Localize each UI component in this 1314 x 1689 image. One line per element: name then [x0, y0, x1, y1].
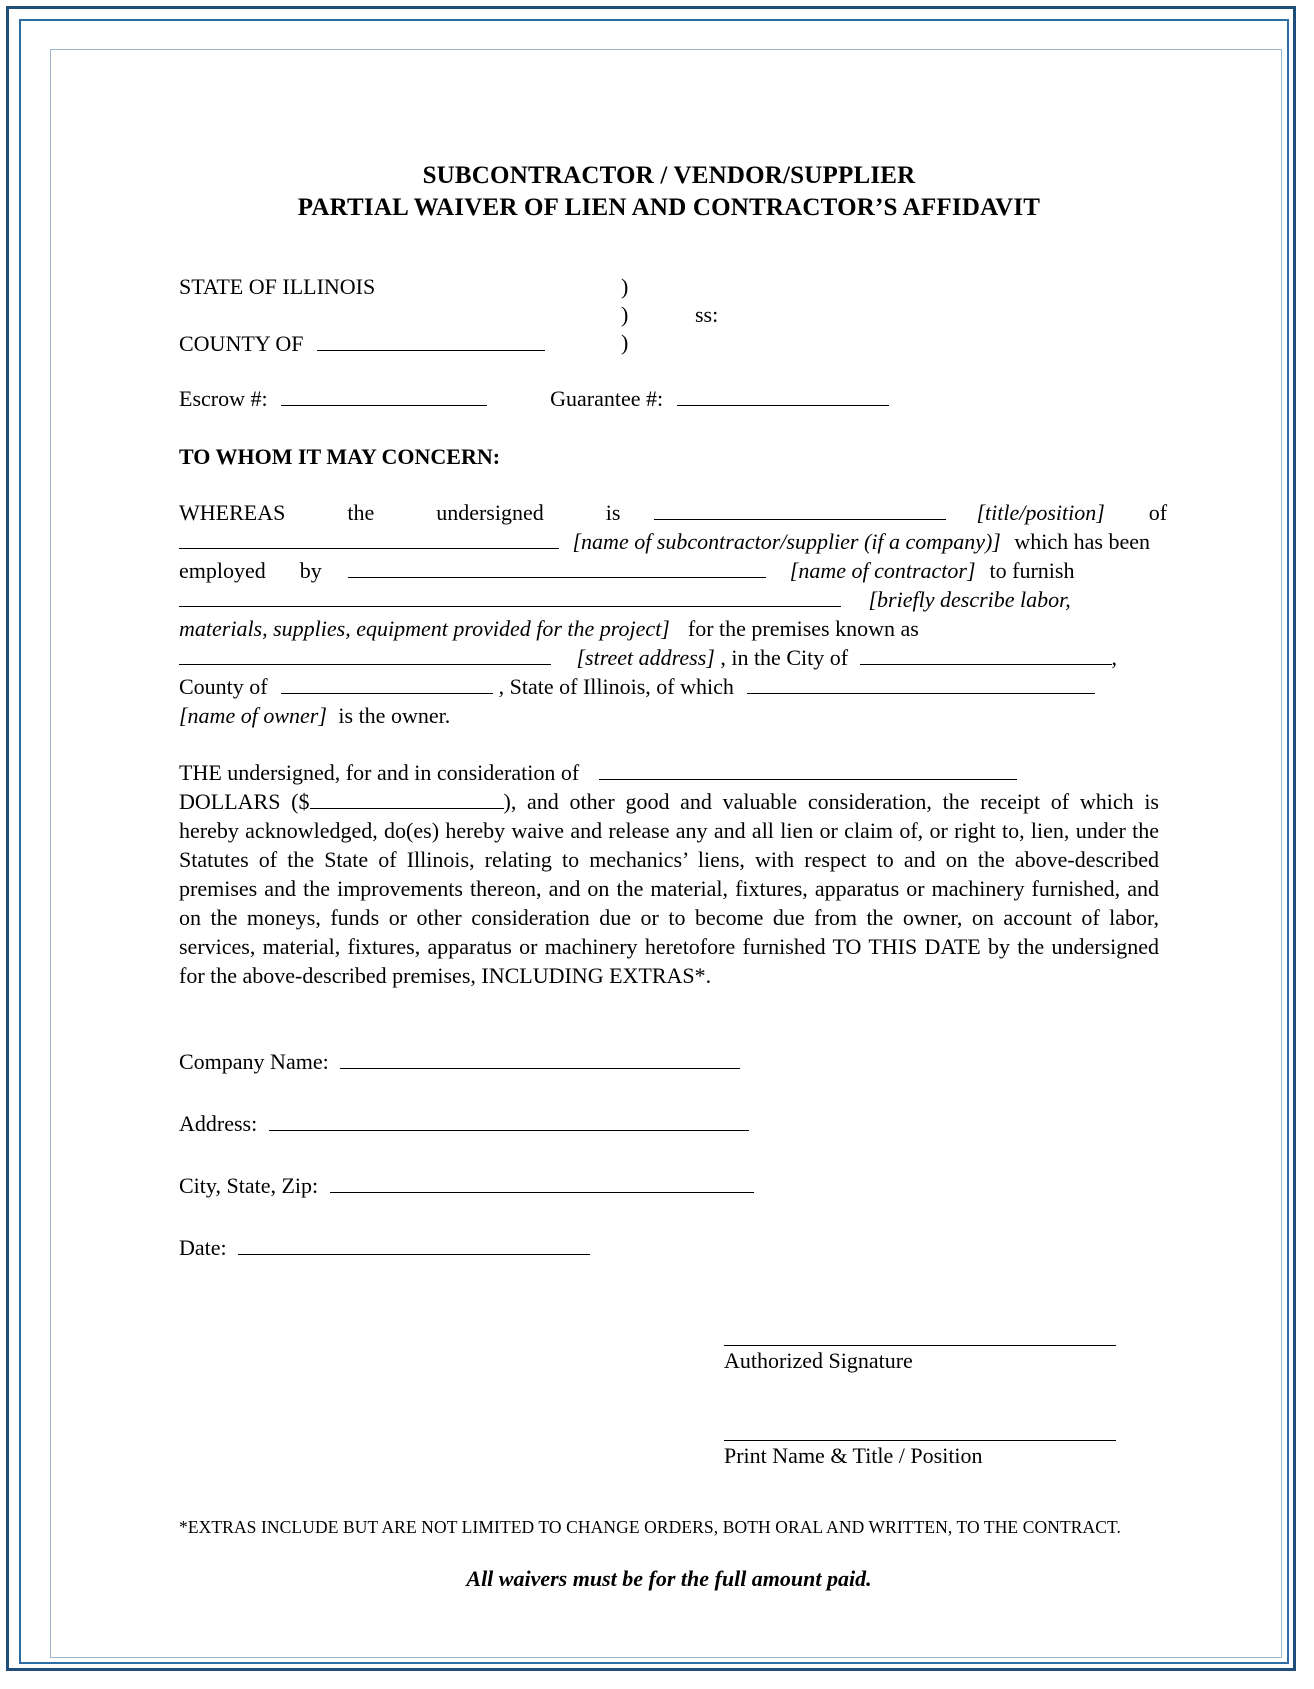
whereas-the: the [347, 500, 375, 525]
dollars-label: DOLLARS ($ [179, 789, 310, 815]
consideration-paragraph [179, 758, 1159, 990]
authorized-signature-input[interactable] [724, 1305, 1116, 1346]
dollars-amount-input[interactable] [310, 791, 504, 809]
describe-labor-input[interactable] [179, 589, 841, 607]
state-of-illinois-label: STATE OF ILLINOIS [179, 274, 376, 299]
city-state-zip-row [179, 1173, 1159, 1199]
city-input[interactable] [860, 647, 1112, 665]
date-label: Date: [179, 1234, 227, 1260]
county-of-label: COUNTY OF [179, 331, 304, 356]
document-border-inner [19, 19, 1289, 1664]
extras-footnote: *EXTRAS INCLUDE BUT ARE NOT LIMITED TO CHANGE ORDERS, BOTH ORAL AND WRITTEN, TO THE CONTRACT. [179, 1516, 1121, 1537]
date-input[interactable] [238, 1237, 590, 1255]
comma-1: , [1111, 645, 1118, 671]
county-of-row [179, 332, 545, 355]
is-the-owner: is the owner. [338, 703, 451, 729]
company-name-row [179, 1049, 1159, 1075]
whereas-undersigned: undersigned [436, 500, 544, 525]
owner-name-input[interactable] [747, 676, 1095, 694]
consideration-body: ), and other good and valuable consideration, the receipt of which is hereby acknowledged, do(es) hereby waive and release any and all lien or claim of, or right to, lien, under the Statutes of the State of Illinois, relating to mechanics’ liens, with respect to and on the above-described premises and the improvements thereon, and on the material, fixtures, apparatus or machinery furnished, and on the moneys, funds or other consideration due or to become due from the owner, on account of labor, services, material, fixtures, apparatus or machinery heretofore furnished TO THIS DATE by the undersigned for the above-described premises, INCLUDING EXTRAS*. [179, 789, 1159, 989]
title-line-1: SUBCONTRACTOR / VENDOR/SUPPLIER [422, 162, 916, 189]
company-name-label: Company Name: [179, 1048, 329, 1074]
for-the-premises-known-as: for the premises known as [687, 616, 919, 642]
paren-3: ) [621, 330, 629, 355]
bracket-name-owner: [name of owner] [179, 703, 327, 729]
to-whom-heading: TO WHOM IT MAY CONCERN: [179, 444, 501, 469]
guarantee-label: Guarantee #: [550, 386, 664, 411]
document-page [50, 49, 1282, 1658]
signature-block [724, 1305, 1116, 1495]
bracket-title-position: [title/position] [976, 500, 1105, 525]
city-state-zip-label: City, State, Zip: [179, 1172, 319, 1198]
bracket-describe-labor: [briefly describe labor, [868, 587, 1071, 613]
by-word: by [299, 558, 322, 584]
in-the-city-of: , in the City of [720, 645, 849, 671]
subcontractor-name-input[interactable] [179, 531, 559, 549]
to-furnish: to furnish [989, 558, 1075, 584]
contractor-name-input[interactable] [348, 560, 766, 578]
whereas-of: of [1148, 500, 1168, 525]
employed-word: employed [179, 558, 266, 584]
company-fields [179, 1049, 1159, 1261]
title-line-2: PARTIAL WAIVER OF LIEN AND CONTRACTOR’S AFFIDAVIT [297, 194, 1041, 221]
consideration-lead: THE undersigned, for and in consideration of [179, 760, 580, 786]
jurisdiction-block [179, 276, 1159, 362]
document-content [179, 160, 1168, 1592]
paren-2: ) [621, 302, 629, 327]
materials-supplies-line: materials, supplies, equipment provided for the project] [179, 616, 670, 642]
company-name-input[interactable] [340, 1051, 740, 1069]
closing-statement: All waivers must be for the full amount paid. [466, 1565, 872, 1591]
whereas-is: is [605, 500, 621, 525]
whereas-paragraph [179, 498, 1168, 730]
authorized-signature-caption: Authorized Signature [724, 1347, 913, 1373]
bracket-name-contractor: [name of contractor] [789, 558, 976, 584]
county-of-label-2: County of [179, 674, 268, 700]
street-address-input[interactable] [179, 647, 551, 665]
bracket-street-address: [street address] [576, 645, 715, 671]
print-name-title-input[interactable] [724, 1400, 1116, 1441]
document-border-outer [6, 6, 1296, 1671]
escrow-input[interactable] [281, 387, 487, 406]
consideration-amount-words-input[interactable] [599, 762, 1017, 780]
ss-label: ss: [695, 302, 719, 327]
address-label: Address: [179, 1110, 258, 1136]
guarantee-input[interactable] [677, 387, 889, 406]
escrow-guarantee-row [179, 386, 1159, 412]
bracket-name-subcontractor: [name of subcontractor/supplier (if a company)] [572, 529, 1001, 555]
title-position-input[interactable] [654, 502, 946, 520]
county-input-2[interactable] [281, 676, 493, 694]
address-input[interactable] [269, 1113, 749, 1131]
date-row [179, 1235, 1159, 1261]
escrow-label: Escrow #: [179, 386, 268, 411]
city-state-zip-input[interactable] [330, 1175, 754, 1193]
state-of-illinois-of-which: , State of Illinois, of which [498, 674, 734, 700]
which-has-been: which has been [1014, 529, 1150, 555]
whereas-word: WHEREAS [179, 500, 286, 525]
paren-1: ) [621, 274, 629, 299]
print-name-title-caption: Print Name & Title / Position [724, 1442, 983, 1468]
document-title [179, 160, 1159, 224]
county-of-input[interactable] [317, 332, 545, 351]
address-row [179, 1111, 1159, 1137]
